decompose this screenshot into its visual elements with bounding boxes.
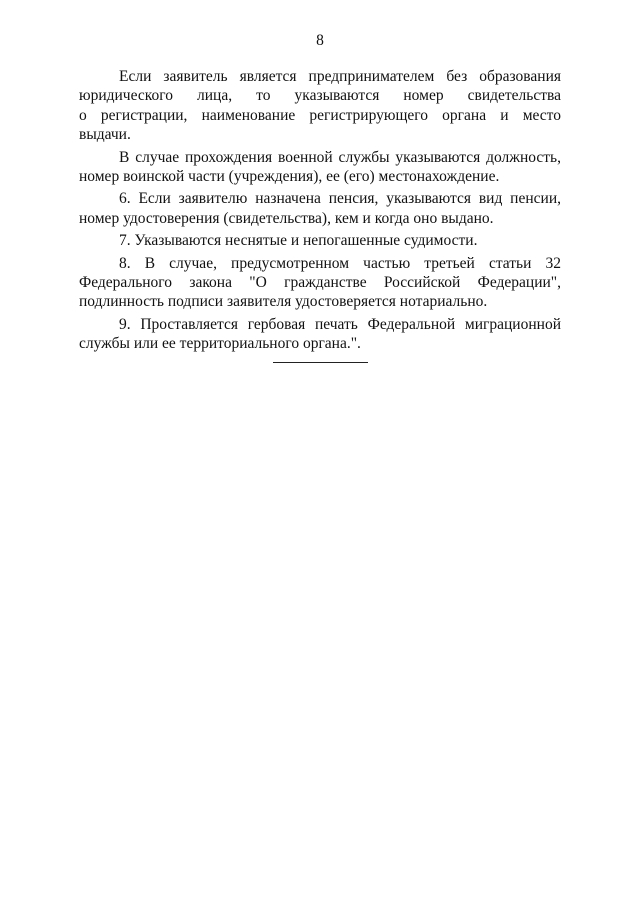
paragraph-item-6-pension	[79, 189, 561, 228]
paragraph-military-service	[79, 148, 561, 187]
text-line: выдачи.	[79, 126, 131, 144]
paragraph-item-7-convictions	[79, 231, 561, 250]
text-line: В случае прохождения военной службы указываются должность,	[119, 148, 561, 166]
text-line: 8. В случае, предусмотренном частью третьей статьи 32	[119, 254, 561, 272]
text-line: службы или ее территориального органа.".	[79, 335, 361, 353]
page-number: 8	[316, 32, 324, 49]
text-line: Если заявитель является предпринимателем без образования	[119, 68, 561, 85]
document-body	[79, 67, 561, 354]
paragraph-item-9-seal	[79, 315, 561, 354]
text-line: Федерального закона "О гражданстве Российской Федерации",	[79, 274, 561, 292]
text-line: о регистрации, наименование регистрирующего органа и место	[79, 106, 561, 124]
paragraph-item-8-signature	[79, 254, 561, 312]
text-line: юридического лица, то указываются номер свидетельства	[79, 87, 561, 105]
text-line: 6. Если заявителю назначена пенсия, указываются вид пенсии,	[119, 190, 561, 208]
end-of-document-rule	[273, 362, 368, 363]
text-line: подлинность подписи заявителя удостоверяется нотариально.	[79, 293, 488, 311]
text-line: 9. Проставляется гербовая печать Федеральной миграционной	[119, 315, 561, 333]
text-line: 7. Указываются неснятые и непогашенные судимости.	[119, 232, 478, 250]
paragraph-entrepreneur	[79, 67, 561, 145]
text-line: номер воинской части (учреждения), ее (его) местонахождение.	[79, 168, 500, 186]
text-line: номер удостоверения (свидетельства), кем и когда оно выдано.	[79, 209, 494, 227]
